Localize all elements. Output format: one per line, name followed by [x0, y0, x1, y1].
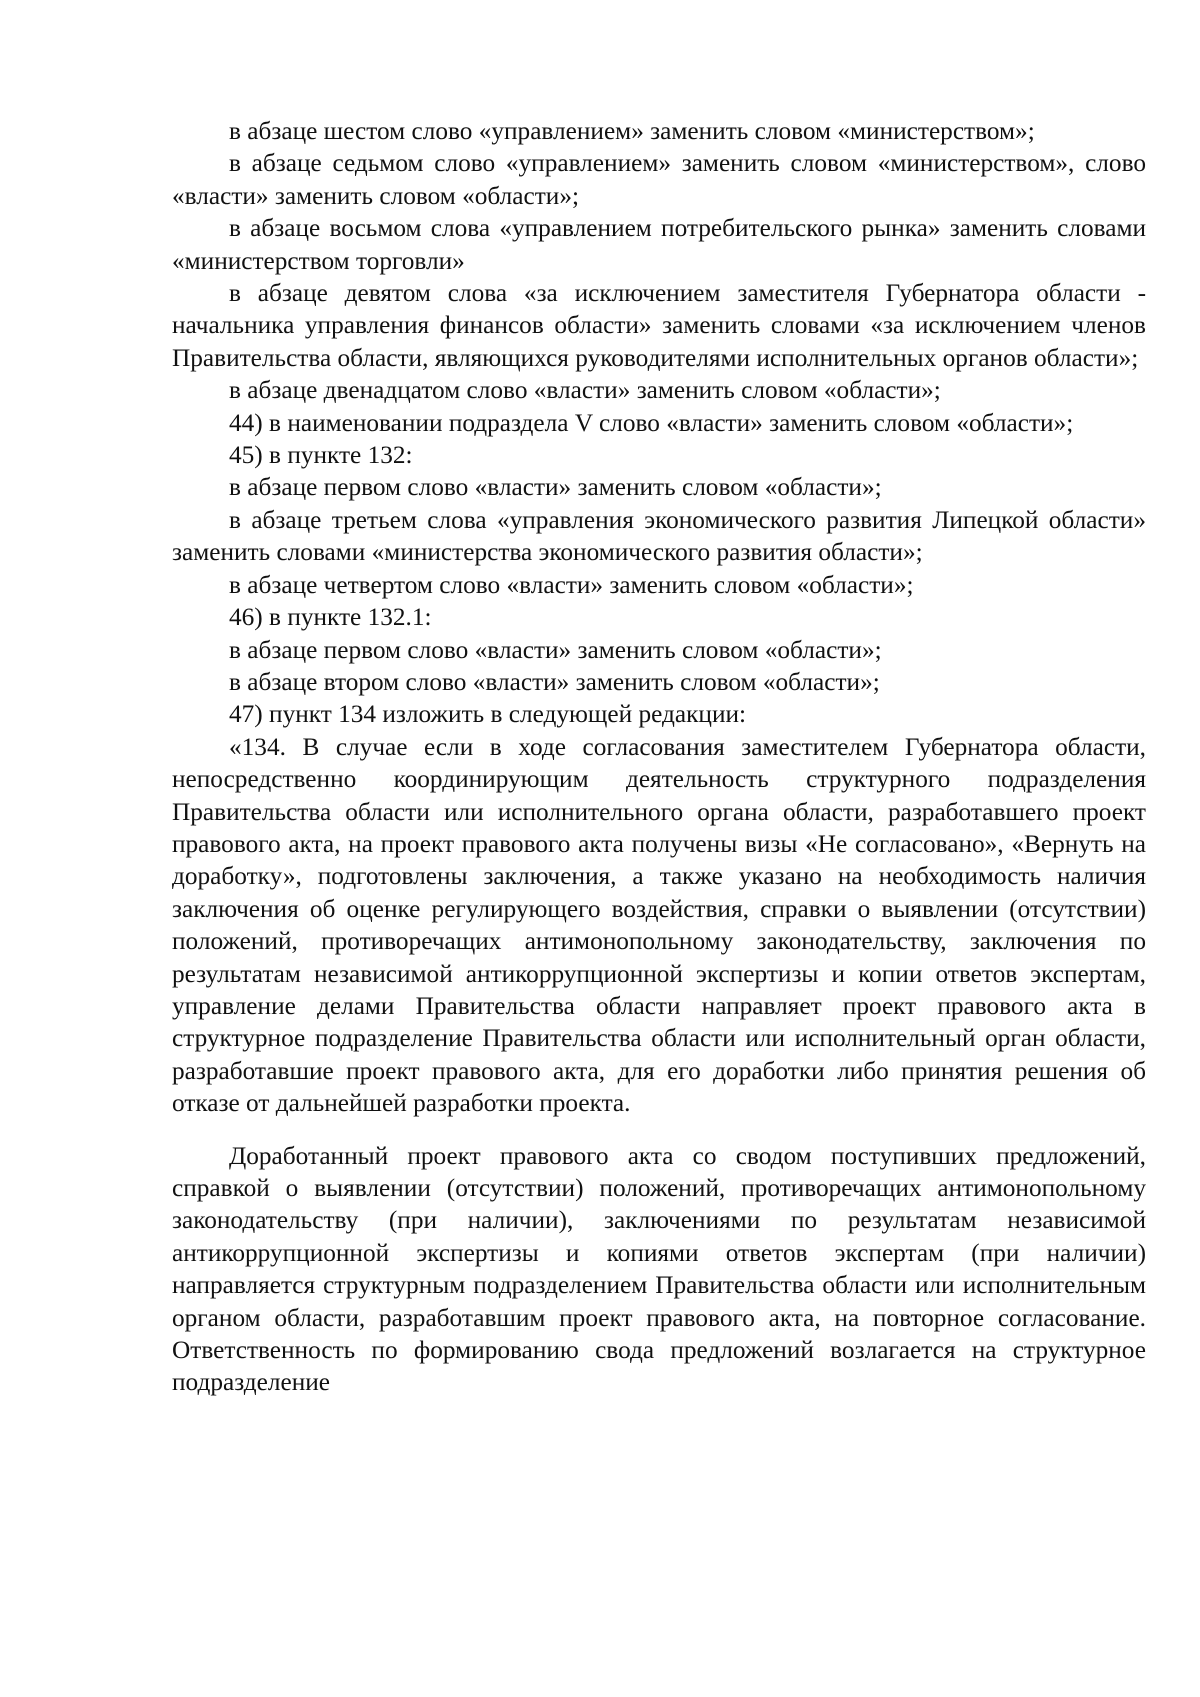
paragraph-5: в абзаце двенадцатом слово «власти» заменить словом «области»;	[229, 376, 941, 405]
paragraph-1: в абзаце шестом слово «управлением» заменить словом «министерством»;	[229, 117, 1035, 145]
paragraph-12: в абзаце первом слово «власти» заменить словом «области»;	[229, 635, 882, 664]
paragraph-11: 46) в пункте 132.1:	[229, 603, 432, 632]
paragraph-10: в абзаце четвертом слово «власти» заменить словом «области»;	[229, 570, 914, 599]
paragraph-15: «134. В случае если в ходе согласования заместителем Губернатора области, непосредственно координирующим деятельность структурного подразделения Правительства области или исполнительного органа области, разработавшего проект правового акта, на проект правового акта получены визы «Не согласовано», «Вернуть на доработку», подготовлены заключения, а также указано на необходимость наличия заключения об оценке регулирующего воздействия, справки о выявлении (отсутствии) положений, противоречащих антимонопольному законодательству, заключения по результатам независимой антикоррупционной экспертизы и копии ответов экспертам, управление делами Правительства области направляет проект правового акта в структурное подразделение Правительства области или исполнительный орган области, разработавшие проект правового акта, для его доработки либо принятия решения об отказе от дальнейшей разработки проекта.	[172, 732, 1146, 1118]
paragraph-8: в абзаце первом слово «власти» заменить словом «области»;	[229, 473, 882, 502]
paragraph-9: в абзаце третьем слова «управления экономического развития Липецкой области» заменить словами «министерства экономического развития области»;	[172, 505, 1146, 567]
paragraph-2: в абзаце седьмом слово «управлением» заменить словом «министерством», слово «власти» заменить словом «области»;	[172, 149, 1146, 210]
paragraph-16: Доработанный проект правового акта со сводом поступивших предложений, справкой о выявлении (отсутствии) положений, противоречащих антимонопольному законодательству (при наличии), заключениями по результатам независимой антикоррупционной экспертизы и копиями ответов экспертам (при наличии) направляется структурным подразделением Правительства области или исполнительным органом области, разработавшим проект правового акта, на повторное согласование. Ответственность по формированию свода предложений возлагается на структурное подразделение	[172, 1141, 1146, 1397]
paragraph-6: 44) в наименовании подраздела V слово «власти» заменить словом «области»;	[229, 408, 1074, 437]
paragraph-13: в абзаце втором слово «власти» заменить словом «области»;	[229, 667, 880, 696]
document-body	[172, 115, 1146, 1399]
paragraph-3: в абзаце восьмом слова «управлением потребительского рынка» заменить словами «министерством торговли»	[172, 214, 1146, 275]
paragraph-7: 45) в пункте 132:	[229, 441, 413, 470]
paragraph-14: 47) пункт 134 изложить в следующей редакции:	[229, 700, 747, 729]
paragraph-4: в абзаце девятом слова «за исключением заместителя Губернатора области - начальника управления финансов области» заменить словами «за исключением членов Правительства области, являющихся руководителями исполнительных органов области»;	[172, 279, 1146, 372]
